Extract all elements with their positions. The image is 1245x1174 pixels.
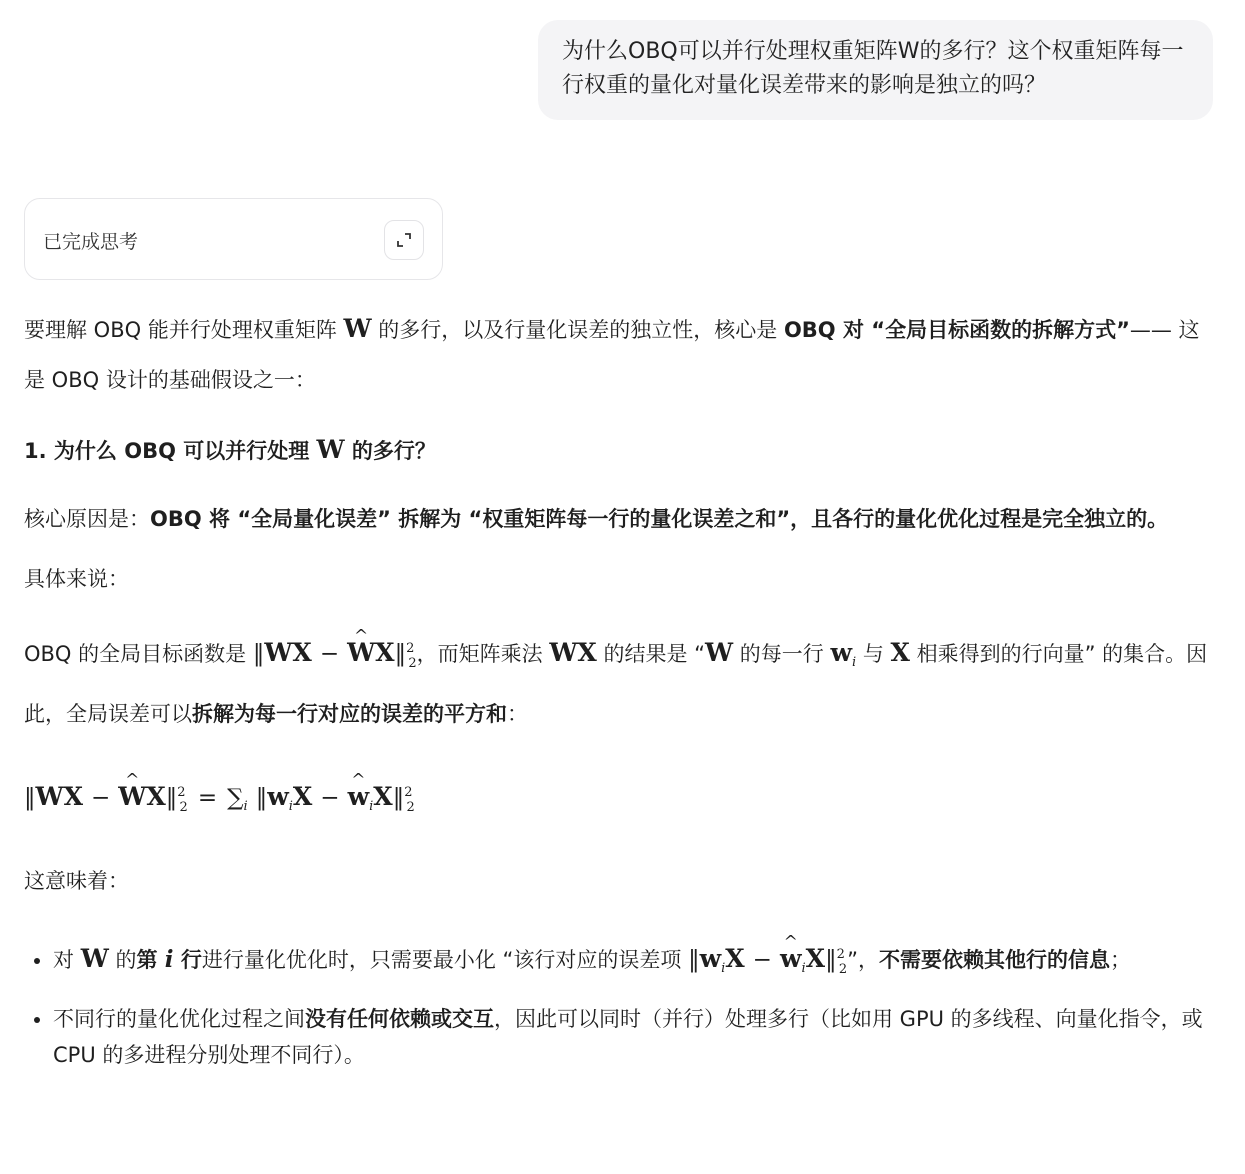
- math-sub-i: i: [243, 799, 248, 814]
- math-sup: 2: [404, 785, 413, 800]
- bullet-text: ，因此可以同时（并行）处理多行（比如用 GPU 的多线程、向量化指令，或 CPU 的多进程分别处理不同行）。: [53, 1007, 1203, 1067]
- core-text: 核心原因是：: [24, 507, 150, 531]
- para-bold: 拆解为每一行对应的误差的平方和: [192, 702, 507, 726]
- math-w-hat: ^ w: [348, 767, 370, 827]
- formula-display: [24, 763, 1219, 838]
- bullet-bold: 没有任何依赖或交互: [305, 1007, 494, 1031]
- math-w-hat: ^ w: [780, 934, 802, 984]
- math-sub: 2: [408, 656, 417, 671]
- bullet-text: 对: [53, 948, 81, 972]
- math-i: i: [164, 946, 174, 973]
- math-minus: −: [752, 947, 772, 973]
- math-norm: ‖: [252, 641, 265, 667]
- intro-text-1: 要理解 OBQ 能并行处理权重矩阵: [24, 318, 344, 342]
- math-W: W: [264, 638, 293, 667]
- para-text-6: 相乘得到的行向量” 的集合。因此，全局误差可以: [24, 642, 1208, 726]
- bullet-text: 不同行的量化优化过程之间: [53, 1007, 305, 1031]
- math-W-hat: ^ W: [347, 628, 375, 678]
- math-sup: 2: [836, 947, 845, 962]
- core-bold: OBQ 将 “全局量化误差” 拆解为 “权重矩阵每一行的量化误差之和”，且各行的量化优化过程是完全独立的。: [150, 507, 1169, 531]
- math-sub: 2: [406, 800, 415, 815]
- math-w: w: [699, 944, 722, 973]
- means-label: 这意味着：: [24, 869, 129, 893]
- math-w: w: [830, 638, 853, 667]
- math-X: X: [373, 782, 393, 811]
- math-X: X: [292, 782, 313, 811]
- math-W-hat: ^ W: [118, 767, 146, 827]
- intro-paragraph: [24, 304, 1219, 405]
- math-minus: −: [320, 785, 340, 811]
- intro-bold: OBQ 对 “全局目标函数的拆解方式”: [783, 318, 1130, 342]
- bullet-bold: 行: [173, 948, 202, 972]
- thinking-card[interactable]: [24, 198, 443, 280]
- math-X: X: [805, 944, 826, 973]
- math-X: X: [725, 944, 745, 973]
- math-norm: ‖: [688, 947, 700, 973]
- math-W: W: [35, 782, 64, 811]
- math-sup: 2: [177, 785, 186, 800]
- math-sub-i: i: [369, 799, 374, 814]
- thinking-label: 已完成思考: [43, 231, 139, 253]
- math-sum: ∑: [227, 785, 244, 811]
- list-item: [53, 1001, 1219, 1073]
- bullet-text: 进行量化优化时，只需要最小化 “该行对应的误差项: [201, 948, 689, 972]
- intro-text-2: 的多行，以及行量化误差的独立性，核心是: [371, 318, 784, 342]
- math-W: W: [705, 638, 734, 667]
- math-W: W: [343, 314, 372, 343]
- bullet-list: [24, 930, 1219, 1073]
- para-text-4: 的每一行: [733, 642, 831, 666]
- math-minus: −: [319, 641, 340, 667]
- math-sub-i: i: [801, 961, 806, 976]
- para-text-5: 与: [856, 642, 891, 666]
- math-W: W: [80, 944, 109, 973]
- section-heading: [24, 425, 1219, 476]
- math-w: w: [267, 782, 289, 811]
- math-X: X: [577, 638, 597, 667]
- bullet-bold: 不需要依赖其他行的信息: [879, 948, 1111, 972]
- para-text-3: 的结果是 “: [596, 642, 706, 666]
- math-X: X: [146, 782, 166, 811]
- expand-icon: [395, 231, 413, 249]
- math-minus: −: [90, 785, 111, 811]
- math-X: X: [63, 782, 83, 811]
- math-sup: 2: [406, 641, 415, 656]
- math-sub-i: i: [852, 655, 857, 670]
- bullet-text: ；: [1110, 948, 1132, 972]
- para-text-7: ：: [507, 702, 528, 726]
- bullet-text: 的: [108, 948, 137, 972]
- para-text-2: ，而矩阵乘法: [416, 642, 550, 666]
- math-X: X: [292, 638, 312, 667]
- math-W: W: [316, 435, 345, 464]
- math-W: W: [549, 638, 578, 667]
- math-norm: ‖: [255, 785, 268, 811]
- specifically-label: 具体来说：: [24, 567, 129, 591]
- math-norm: ‖: [392, 785, 405, 811]
- math-norm: ‖: [165, 785, 178, 811]
- expand-button[interactable]: [384, 220, 424, 260]
- bullet-bold: 第: [136, 948, 165, 972]
- intro-text-3: —— 这是 OBQ 设计的基础假设之一：: [24, 318, 1200, 392]
- math-sub: 2: [179, 800, 188, 815]
- bullet-text: ”，: [847, 948, 880, 972]
- para-text-1: OBQ 的全局目标函数是: [24, 642, 253, 666]
- answer-content: [24, 304, 1219, 1073]
- user-message-text: 为什么OBQ可以并行处理权重矩阵W的多行？这个权重矩阵每一行权重的量化对量化误差带来的影响是独立的吗？: [562, 39, 1184, 98]
- list-item: [53, 930, 1219, 995]
- heading-text-2: 的多行？: [344, 439, 436, 463]
- math-sub: 2: [838, 962, 848, 977]
- heading-text-1: 1. 为什么 OBQ 可以并行处理: [24, 439, 317, 463]
- user-message-bubble: [538, 20, 1213, 120]
- math-norm: ‖: [24, 785, 36, 811]
- math-norm: ‖: [394, 641, 407, 667]
- core-paragraph: [24, 494, 1219, 544]
- math-norm: ‖: [825, 947, 837, 973]
- objective-paragraph: [24, 624, 1219, 739]
- math-X: X: [890, 638, 910, 667]
- math-X: X: [375, 638, 395, 667]
- math-sub-i: i: [721, 961, 726, 976]
- math-sub-i: i: [288, 799, 293, 814]
- math-equals: =: [197, 785, 218, 811]
